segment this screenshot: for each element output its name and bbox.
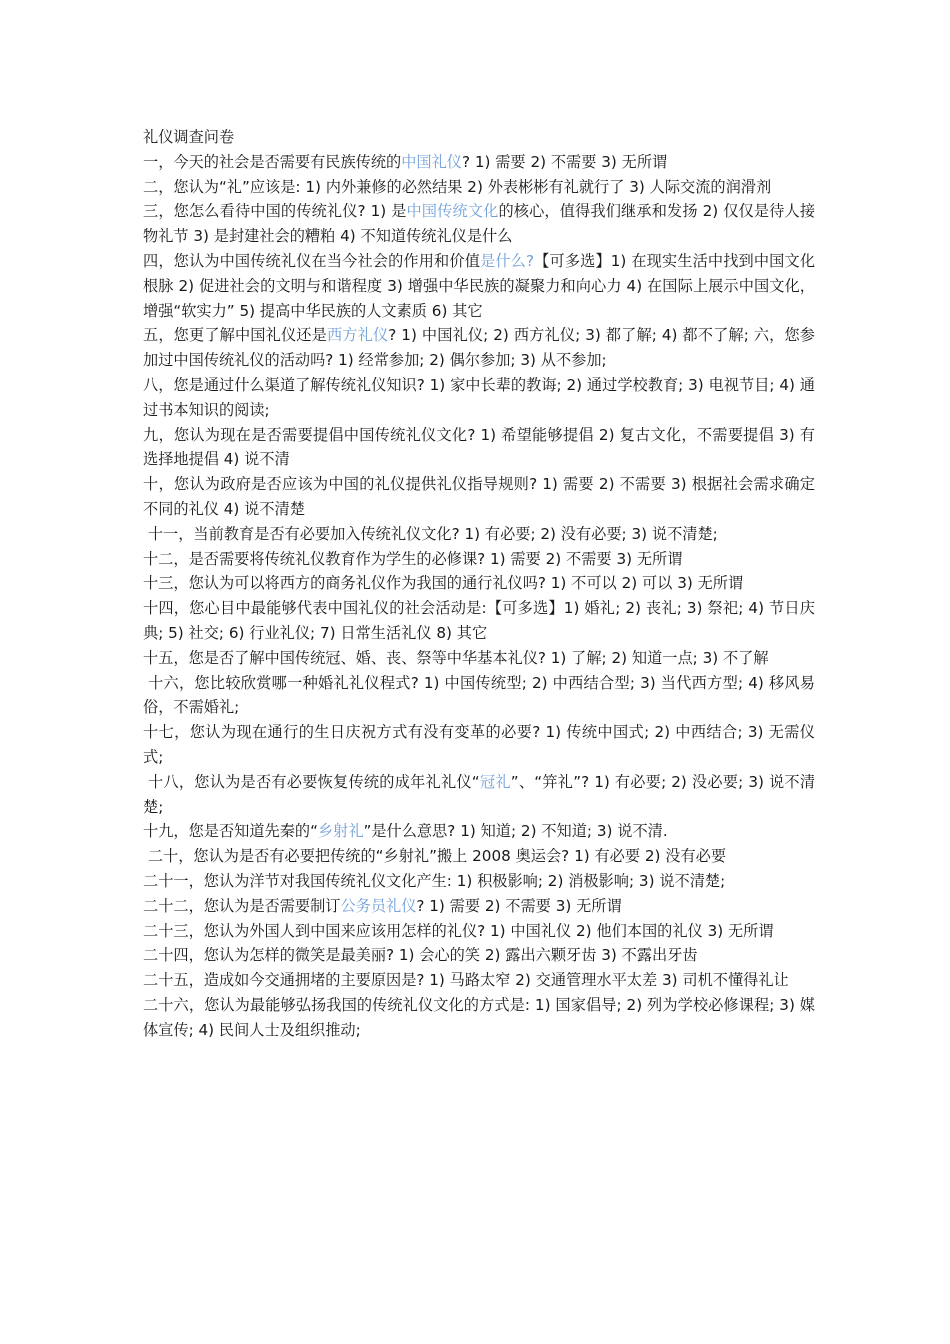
question-text: 的核心，值得我们继承和发扬 2) 仅仅是待人接物礼节 3) 是封建社会的糟粕 4) 不知道传统礼仪是什么 [143,202,816,246]
term-link[interactable]: 是什么? [480,251,535,270]
question-text: 十五，您是否了解中国传统冠、婚、丧、祭等中华基本礼仪? 1) 了解; 2) 知道一点; 3) 不了解 [143,648,769,667]
question-list [143,150,815,1043]
question-text: 三，您怎么看待中国的传统礼仪? 1) 是 [143,202,407,221]
term-link[interactable]: 公务员礼仪 [340,896,417,915]
question-item [143,373,815,423]
question-text: 十四，您心目中最能够代表中国礼仪的社会活动是:【可多选】1) 婚礼; 2) 丧礼; 3) 祭祀; 4) 节日庆典; 5) 社交; 6) 行业礼仪; 7) 日常生活礼仪 8) 其它 [143,599,815,642]
question-item [143,175,815,200]
document-title: 礼仪调查问卷 [143,128,235,146]
questionnaire-page [143,125,815,1042]
question-text: 二十四，您认为怎样的微笑是最美丽? 1) 会心的笑 2) 露出六颗牙齿 3) 不露出牙齿 [143,946,698,965]
question-item [143,844,815,869]
question-item [143,472,815,522]
question-item [143,150,815,175]
question-item [143,423,815,473]
question-text: 二十一，您认为洋节对我国传统礼仪文化产生: 1) 积极影响; 2) 消极影响; 3) 说不清楚; [143,871,726,890]
question-text: 八，您是通过什么渠道了解传统礼仪知识? 1) 家中长辈的教诲; 2) 通过学校教育; 3) 电视节目; 4) 通过书本知识的阅读; [143,375,815,419]
question-item [143,894,815,919]
question-item [143,770,815,820]
question-text: 二十六，您认为最能够弘扬我国的传统礼仪文化的方式是: 1) 国家倡导; 2) 列为学校必修课程; 3) 媒体宣传; 4) 民间人士及组织推动; [143,995,815,1039]
question-text: 五，您更了解中国礼仪还是 [143,326,327,345]
question-text: 【可多选】1) 在现实生活中找到中国文化根脉 2) 促进社会的文明与和谐程度 3) 增强中华民族的凝聚力和向心力 4) 在国际上展示中国文化，增强“软实力” 5) 提高中华民族的人文素质 6) 其它 [143,251,816,320]
question-text: 十九，您是否知道先秦的“ [143,822,318,841]
term-link[interactable]: 乡射礼 [317,822,364,841]
question-item [143,646,815,671]
question-text: ? 1) 需要 2) 不需要 3) 无所谓 [416,896,622,915]
term-link[interactable]: 中国传统文化 [406,202,499,221]
question-text: 一，今天的社会是否需要有民族传统的 [143,152,402,171]
question-item [143,522,815,547]
question-text: 十八，您认为是否有必要恢复传统的成年礼礼仪“ [143,772,480,791]
question-text: 四，您认为中国传统礼仪在当今社会的作用和价值 [143,251,481,270]
question-text: 十一，当前教育是否有必要加入传统礼仪文化? 1) 有必要; 2) 没有必要; 3) 说不清楚; [143,524,718,543]
question-text: 二十三，您认为外国人到中国来应该用怎样的礼仪? 1) 中国礼仪 2) 他们本国的礼仪 3) 无所谓 [143,921,774,940]
question-item [143,993,815,1043]
question-text: ”是什么意思? 1) 知道; 2) 不知道; 3) 说不清. [363,822,668,841]
question-item [143,571,815,596]
question-item [143,547,815,572]
question-item [143,968,815,993]
question-text: 二十，您认为是否有必要把传统的“乡射礼”搬上 2008 奥运会? 1) 有必要 2) 没有必要 [143,847,727,866]
question-item [143,249,815,323]
question-item [143,720,815,770]
question-text: 十，您认为政府是否应该为中国的礼仪提供礼仪指导规则? 1) 需要 2) 不需要 3) 根据社会需求确定不同的礼仪 4) 说不清楚 [143,475,815,518]
question-text: ? 1) 中国礼仪; 2) 西方礼仪; 3) 都了解; 4) 都不了解; 六，您参加过中国传统礼仪的活动吗? 1) 经常参加; 2) 偶尔参加; 3) 从不参加; [143,326,815,370]
question-text: 二，您认为“礼”应该是: 1) 内外兼修的必然结果 2) 外表彬彬有礼就行了 3) 人际交流的润滑剂 [143,177,772,196]
term-link[interactable]: 西方礼仪 [326,326,389,345]
question-item [143,819,815,844]
question-text: 二十五，造成如今交通拥堵的主要原因是? 1) 马路太窄 2) 交通管理水平太差 3) 司机不懂得礼让 [143,971,789,990]
question-text: 九，您认为现在是否需要提倡中国传统礼仪文化? 1) 希望能够提倡 2) 复古文化，不需要提倡 3) 有选择地提倡 4) 说不清 [143,425,815,469]
question-text: 十二，是否需要将传统礼仪教育作为学生的必修课? 1) 需要 2) 不需要 3) 无所谓 [143,549,683,568]
question-item [143,943,815,968]
question-text: 十六，您比较欣赏哪一种婚礼礼仪程式? 1) 中国传统型; 2) 中西结合型; 3) 当代西方型; 4) 移风易俗，不需婚礼; [143,673,815,717]
question-item [143,596,815,646]
question-text: 十三，您认为可以将西方的商务礼仪作为我国的通行礼仪吗? 1) 不可以 2) 可以 3) 无所谓 [143,574,744,593]
question-text: ”、“笄礼”? 1) 有必要; 2) 没必要; 3) 说不清楚; [143,772,816,816]
question-text: ? 1) 需要 2) 不需要 3) 无所谓 [461,152,668,171]
question-text: 二十二，您认为是否需要制订 [143,896,341,915]
question-item [143,671,815,721]
question-item [143,323,815,373]
term-link[interactable]: 中国礼仪 [401,152,462,171]
question-text: 十七，您认为现在通行的生日庆祝方式有没有变革的必要? 1) 传统中国式; 2) 中西结合; 3) 无需仪式; [143,723,815,766]
term-link[interactable]: 冠礼 [479,772,511,791]
question-item [143,919,815,944]
question-item [143,199,815,249]
question-item [143,869,815,894]
